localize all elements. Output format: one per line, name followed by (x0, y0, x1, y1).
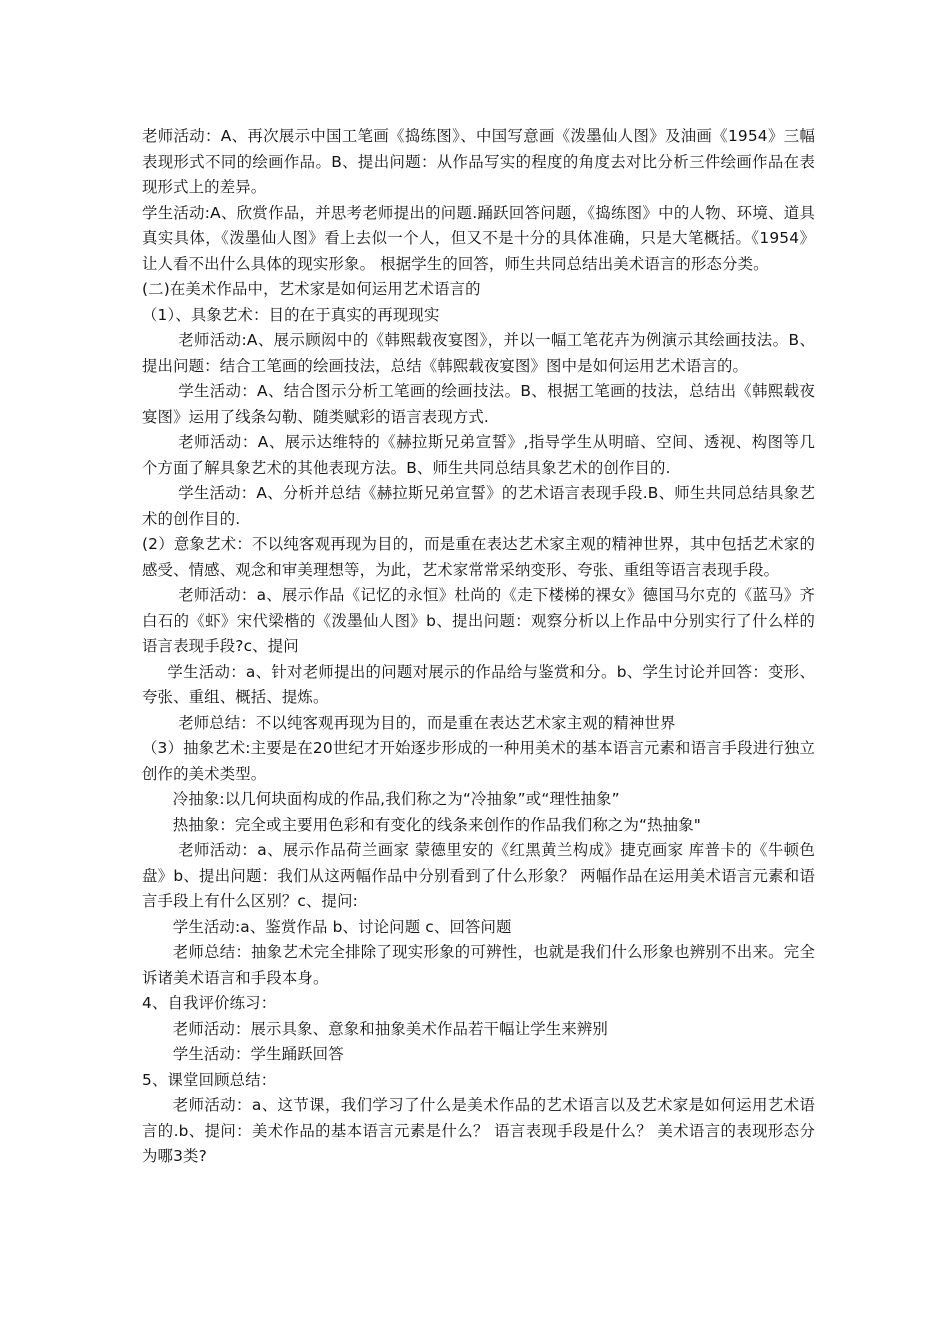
paragraph-teacher-summary-1: 老师总结：不以纯客观再现为目的，而是重在表达艺术家主观的精神世界 (178, 713, 676, 732)
paragraph-teacher-activity-3: 老师活动：A、展示达维特的《赫拉斯兄弟宣誓》,指导学生从明暗、空间、透视、构图等几个方面了解具象艺术的其他表现方法。B、师生共同总结具象艺术的创作目的. (142, 433, 815, 477)
document-page (142, 124, 815, 1170)
paragraph-student-activity-6: 学生活动：学生踊跃回答 (172, 1045, 344, 1063)
subheading-imagery-art: (2）意象艺术：不以纯客观再现为目的，而是重在表达艺术家主观的精神世界，其中包括艺术家的感受、情感、观念和审美理想等，为此，艺术家常常采纳变形、夸张、重组等语言表现手段。 (142, 535, 815, 579)
section-heading-5: 5、课堂回顾总结： (142, 1070, 277, 1089)
subheading-concrete-art: （1）、具象艺术：目的在于真实的再现现实 (142, 305, 440, 324)
section-heading-4: 4、自我评价练习： (142, 994, 277, 1012)
section-heading-2: (二)在美术作品中，艺术家是如何运用艺术语言的 (142, 280, 481, 298)
paragraph-student-activity-1: 学生活动:A、欣赏作品，并思考老师提出的问题.踊跃回答问题，《捣练图》中的人物、环境、道具真实具体，《泼墨仙人图》看上去似一个人，但又不是十分的具体准确，只是大笔概括。《1954》让人看不出什么具体的现实形象。 根据学生的回答，师生共同总结出美术语言的形态分类。 (142, 203, 815, 273)
paragraph-teacher-activity-4: 老师活动：a、展示作品《记忆的永恒》杜尚的《走下楼梯的裸女》德国马尔克的《蓝马》齐白石的《虾》宋代梁楷的《泼墨仙人图》b、提出问题：观察分析以上作品中分别实行了什么样的语言表现手段?c、提问 (142, 586, 815, 655)
paragraph-teacher-activity-7: 老师活动：a、这节课，我们学习了什么是美术作品的艺术语言以及艺术家是如何运用艺术语言的.b、提问：美术作品的基本语言元素是什么？ 语言表现手段是什么？ 美术语言的表现形态分为哪3类? (142, 1096, 815, 1165)
paragraph-teacher-activity-5: 老师活动：a、展示作品荷兰画家 蒙德里安的《红黑黄兰构成》捷克画家 库普卡的《牛顿色盘》b、提出问题：我们从这两幅作品中分别看到了什么形象？ 两幅作品在运用美术语言元素和语言手段上有什么区别？c、提问: (142, 841, 815, 910)
paragraph-student-activity-3: 学生活动：A、分析并总结《赫拉斯兄弟宣誓》的艺术语言表现手段.B、师生共同总结具象艺术的创作目的. (142, 484, 815, 528)
paragraph-cold-abstract: 冷抽象:以几何块面构成的作品,我们称之为“冷抽象”或“理性抽象” (172, 790, 620, 808)
paragraph-teacher-activity-1: 老师活动：A、再次展示中国工笔画《捣练图》、中国写意画《泼墨仙人图》及油画《1954》三幅表现形式不同的绘画作品。B、提出问题：从作品写实的程度的角度去对比分析三件绘画作品在表现形式上的差异。 (142, 127, 815, 196)
paragraph-student-activity-5: 学生活动:a、鉴赏作品 b、讨论问题 c、回答问题 (172, 917, 512, 936)
paragraph-teacher-activity-6: 老师活动：展示具象、意象和抽象美术作品若干幅让学生来辨别 (172, 1019, 608, 1038)
paragraph-student-activity-2: 学生活动：A、结合图示分析工笔画的绘画技法。B、根据工笔画的技法，总结出《韩熙载夜宴图》运用了线条勾勒、随类赋彩的语言表现方式. (142, 382, 815, 426)
paragraph-student-activity-4: 学生活动：a、针对老师提出的问题对展示的作品给与鉴赏和分。b、学生讨论并回答：变形、夸张、重组、概括、提炼。 (142, 662, 815, 706)
paragraph-teacher-summary-2: 老师总结：抽象艺术完全排除了现实形象的可辨性，也就是我们什么形象也辨别不出来。完全诉诸美术语言和手段本身。 (142, 943, 815, 987)
paragraph-hot-abstract: 热抽象：完全或主要用色彩和有变化的线条来创作的作品我们称之为“热抽象" (172, 815, 701, 834)
paragraph-teacher-activity-2: 老师活动:A、展示顾闳中的《韩熙载夜宴图》，并以一幅工笔花卉为例演示其绘画技法。B、提出问题：结合工笔画的绘画技法，总结《韩熙载夜宴图》图中是如何运用艺术语言的。 (142, 331, 815, 375)
subheading-abstract-art: （3）抽象艺术:主要是在20世纪才开始逐步形成的一种用美术的基本语言元素和语言手段进行独立创作的美术类型。 (142, 739, 815, 783)
